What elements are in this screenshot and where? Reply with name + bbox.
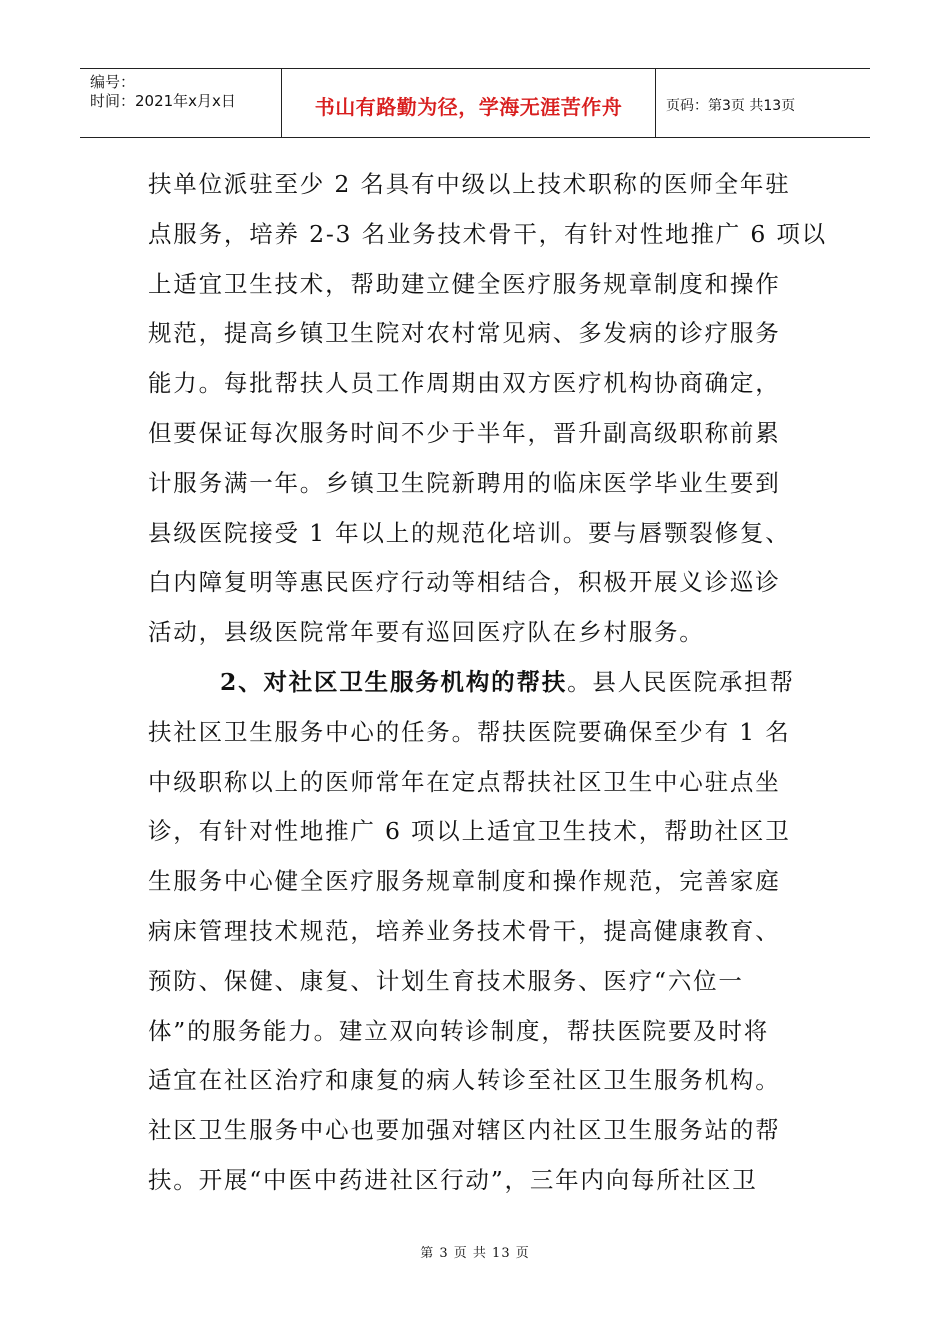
paragraph-2-first-line	[148, 658, 808, 708]
body-line: 但要保证每次服务时间不少于半年，晋升副高级职称前累	[148, 418, 781, 447]
body-line: 病床管理技术规范，培养业务技术骨干，提高健康教育、	[148, 916, 781, 945]
body-line: 白内障复明等惠民医疗行动等相结合，积极开展义诊巡诊	[148, 568, 781, 597]
body-line: 县级医院接受 1 年以上的规范化培训。要与唇颚裂修复、	[148, 518, 791, 547]
body-line: 诊，有针对性地推广 6 项以上适宜卫生技术，帮助社区卫	[148, 817, 791, 846]
body-line: 扶。开展“中医中药进社区行动”，三年内向每所社区卫	[148, 1165, 758, 1194]
paragraph-2-first-line-rest: 。县人民医院承担帮	[567, 667, 795, 696]
page-footer: 第 3 页 共 13 页	[420, 1246, 530, 1261]
header-meta	[80, 69, 282, 137]
body-line: 点服务，培养 2-3 名业务技术骨干，有针对性地推广 6 项以	[148, 219, 827, 248]
body-line: 生服务中心健全医疗服务规章制度和操作规范，完善家庭	[148, 867, 781, 896]
body-line: 扶单位派驻至少 2 名具有中级以上技术职称的医师全年驻	[148, 170, 791, 198]
body-line: 体”的服务能力。建立双向转诊制度，帮扶医院要及时将	[148, 1016, 770, 1045]
body-line: 规范，提高乡镇卫生院对农村常见病、多发病的诊疗服务	[148, 319, 781, 348]
document-number-label: 编号：	[90, 73, 136, 91]
body-line: 能力。每批帮扶人员工作周期由双方医疗机构协商确定，	[148, 369, 781, 398]
body-line: 活动，县级医院常年要有巡回医疗队在乡村服务。	[148, 618, 705, 647]
body-line: 计服务满一年。乡镇卫生院新聘用的临床医学毕业生要到	[148, 468, 781, 497]
body-line: 扶社区卫生服务中心的任务。帮扶医院要确保至少有 1 名	[148, 717, 791, 746]
body-line: 社区卫生服务中心也要加强对辖区内社区卫生服务站的帮	[148, 1116, 781, 1145]
body-line: 中级职称以上的医师常年在定点帮扶社区卫生中心驻点坐	[148, 767, 781, 796]
body-line: 预防、保健、康复、计划生育技术服务、医疗“六位一	[148, 966, 744, 995]
paragraph-2-heading: 2、对社区卫生服务机构的帮扶	[220, 667, 568, 696]
document-date-label: 时间：2021年x月x日	[90, 92, 236, 110]
header-page-info: 页码：第3页 共13页	[666, 98, 796, 114]
header-motto: 书山有路勤为径，学海无涯苦作舟	[282, 69, 656, 137]
document-body	[148, 160, 827, 1206]
body-line: 适宜在社区治疗和康复的病人转诊至社区卫生服务机构。	[148, 1066, 781, 1095]
page-header	[80, 68, 870, 138]
body-line: 上适宜卫生技术，帮助建立健全医疗服务规章制度和操作	[148, 269, 781, 298]
